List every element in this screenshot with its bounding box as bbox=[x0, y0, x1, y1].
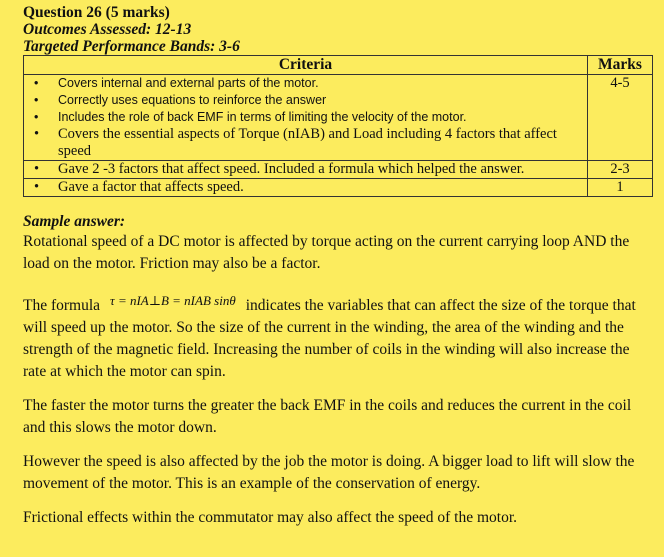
outcomes-assessed: Outcomes Assessed: 12-13 bbox=[23, 21, 192, 38]
list-item: • Covers internal and external parts of the motor. bbox=[34, 76, 319, 90]
marks-cell: 2-3 bbox=[588, 161, 653, 179]
question-title: Question 26 (5 marks) bbox=[23, 4, 170, 21]
performance-bands: Targeted Performance Bands: 3-6 bbox=[23, 38, 240, 55]
bullet-icon: • bbox=[34, 179, 40, 195]
bullet-icon: • bbox=[34, 76, 39, 90]
criteria-cell bbox=[24, 179, 588, 197]
marking-guideline bbox=[23, 4, 655, 529]
criteria-cell bbox=[24, 161, 588, 179]
sample-answer-heading: Sample answer: bbox=[23, 213, 126, 230]
marks-cell: 4-5 bbox=[588, 75, 653, 161]
marks-cell: 1 bbox=[588, 179, 653, 197]
paragraph: The faster the motor turns the greater the back EMF in the coils and reduces the current in the coil and this slows the motor down. bbox=[23, 397, 632, 436]
bullet-icon: • bbox=[34, 93, 39, 107]
paragraph: However the speed is also affected by the job the motor is doing. A bigger load to lift will slow the movement of the motor. This is an example of the conservation of energy. bbox=[23, 453, 635, 492]
list-item: • Covers the essential aspects of Torque (nIAB) and Load including 4 factors that affect speed bbox=[34, 126, 557, 159]
table-row bbox=[24, 179, 653, 197]
marks-header: Marks bbox=[588, 56, 653, 75]
bullet-icon: • bbox=[34, 110, 39, 124]
paragraph: Rotational speed of a DC motor is affected by torque acting on the current carrying loop AND the load on the motor. Friction may also be a factor. bbox=[23, 233, 630, 272]
list-item: • Includes the role of back EMF in terms of limiting the velocity of the motor. bbox=[34, 110, 467, 124]
bullet-icon: • bbox=[34, 126, 40, 142]
list-item: • Gave a factor that affects speed. bbox=[34, 179, 244, 195]
paragraph: The formula τ = nIA⊥B = nIAB sinθ indicates the variables that can affect the size of the torque that will speed up the motor. So the size of the current in the winding, the area of the winding and the strength of the magnetic field. Increasing the number of coils in the winding will also increase the rate at which the motor can spin. bbox=[23, 295, 655, 383]
list-item: • Correctly uses equations to reinforce the answer bbox=[34, 93, 327, 107]
criteria-cell bbox=[24, 75, 588, 161]
torque-formula: τ = nIA⊥B = nIAB sinθ bbox=[110, 293, 236, 308]
criteria-table bbox=[23, 55, 653, 197]
list-item: • Gave 2 -3 factors that affect speed. Included a formula which helped the answer. bbox=[34, 161, 525, 177]
paragraph: Frictional effects within the commutator may also affect the speed of the motor. bbox=[23, 509, 517, 526]
table-header-row bbox=[24, 56, 653, 75]
bullet-icon: • bbox=[34, 161, 40, 177]
criteria-header: Criteria bbox=[24, 56, 588, 75]
table-row bbox=[24, 75, 653, 161]
table-row bbox=[24, 161, 653, 179]
